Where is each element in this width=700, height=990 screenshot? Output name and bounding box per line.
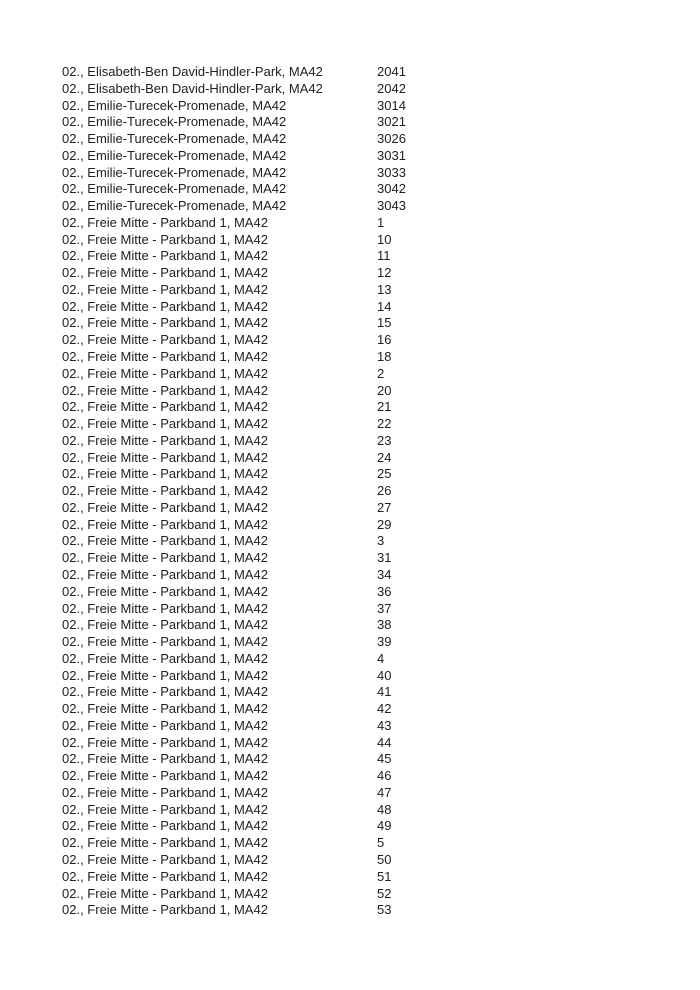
row-label: 02., Freie Mitte - Parkband 1, MA42 bbox=[62, 315, 268, 331]
list-item bbox=[62, 500, 680, 517]
row-value: 23 bbox=[377, 432, 392, 448]
row-value: 53 bbox=[377, 902, 392, 918]
row-value: 38 bbox=[377, 617, 392, 633]
list-item bbox=[62, 450, 680, 467]
list-item bbox=[62, 466, 680, 483]
row-label: 02., Freie Mitte - Parkband 1, MA42 bbox=[62, 684, 268, 700]
row-label: 02., Freie Mitte - Parkband 1, MA42 bbox=[62, 399, 268, 415]
row-label: 02., Elisabeth-Ben David-Hindler-Park, MA42 bbox=[62, 80, 323, 96]
row-label: 02., Freie Mitte - Parkband 1, MA42 bbox=[62, 248, 268, 264]
list-item bbox=[62, 668, 680, 685]
row-value: 41 bbox=[377, 684, 392, 700]
row-label: 02., Freie Mitte - Parkband 1, MA42 bbox=[62, 617, 268, 633]
row-value: 11 bbox=[377, 248, 391, 264]
row-value: 3021 bbox=[377, 114, 406, 130]
row-label: 02., Freie Mitte - Parkband 1, MA42 bbox=[62, 583, 268, 599]
list-item bbox=[62, 802, 680, 819]
list-item bbox=[62, 701, 680, 718]
row-value: 52 bbox=[377, 885, 392, 901]
row-label: 02., Emilie-Turecek-Promenade, MA42 bbox=[62, 114, 287, 130]
list-item bbox=[62, 852, 680, 869]
list-item bbox=[62, 902, 680, 919]
row-value: 3026 bbox=[377, 131, 406, 147]
row-label: 02., Freie Mitte - Parkband 1, MA42 bbox=[62, 466, 268, 482]
row-value: 45 bbox=[377, 751, 392, 767]
row-label: 02., Freie Mitte - Parkband 1, MA42 bbox=[62, 365, 268, 381]
list-item bbox=[62, 886, 680, 903]
list-item bbox=[62, 567, 680, 584]
row-value: 27 bbox=[377, 499, 392, 515]
row-value: 3031 bbox=[377, 147, 406, 163]
list-item bbox=[62, 366, 680, 383]
list-item bbox=[62, 81, 680, 98]
list-item bbox=[62, 835, 680, 852]
list-item bbox=[62, 785, 680, 802]
row-label: 02., Freie Mitte - Parkband 1, MA42 bbox=[62, 734, 268, 750]
list-item bbox=[62, 165, 680, 182]
row-label: 02., Freie Mitte - Parkband 1, MA42 bbox=[62, 835, 268, 851]
row-label: 02., Freie Mitte - Parkband 1, MA42 bbox=[62, 902, 268, 918]
list-item bbox=[62, 584, 680, 601]
row-label: 02., Elisabeth-Ben David-Hindler-Park, MA42 bbox=[62, 64, 323, 79]
row-label: 02., Freie Mitte - Parkband 1, MA42 bbox=[62, 801, 268, 817]
list-item bbox=[62, 517, 680, 534]
row-label: 02., Emilie-Turecek-Promenade, MA42 bbox=[62, 181, 287, 197]
list-item bbox=[62, 735, 680, 752]
list-item bbox=[62, 416, 680, 433]
row-value: 24 bbox=[377, 449, 392, 465]
row-label: 02., Freie Mitte - Parkband 1, MA42 bbox=[62, 516, 268, 532]
list-item bbox=[62, 232, 680, 249]
row-value: 49 bbox=[377, 818, 392, 834]
row-label: 02., Freie Mitte - Parkband 1, MA42 bbox=[62, 483, 268, 499]
list-item bbox=[62, 433, 680, 450]
list-item bbox=[62, 533, 680, 550]
list-item bbox=[62, 315, 680, 332]
row-value: 20 bbox=[377, 382, 392, 398]
list-item bbox=[62, 282, 680, 299]
row-value: 36 bbox=[377, 583, 392, 599]
row-value: 18 bbox=[377, 349, 392, 365]
list-item bbox=[62, 215, 680, 232]
row-label: 02., Freie Mitte - Parkband 1, MA42 bbox=[62, 432, 268, 448]
list-item bbox=[62, 332, 680, 349]
list-item bbox=[62, 198, 680, 215]
list-item bbox=[62, 718, 680, 735]
list-item bbox=[62, 131, 680, 148]
row-label: 02., Freie Mitte - Parkband 1, MA42 bbox=[62, 634, 268, 650]
row-value: 3042 bbox=[377, 181, 406, 197]
list-item bbox=[62, 299, 680, 316]
row-label: 02., Freie Mitte - Parkband 1, MA42 bbox=[62, 566, 268, 582]
park-list bbox=[62, 64, 680, 919]
row-label: 02., Freie Mitte - Parkband 1, MA42 bbox=[62, 851, 268, 867]
list-item bbox=[62, 869, 680, 886]
row-label: 02., Emilie-Turecek-Promenade, MA42 bbox=[62, 97, 287, 113]
list-item bbox=[62, 483, 680, 500]
row-value: 42 bbox=[377, 701, 392, 717]
list-item bbox=[62, 634, 680, 651]
row-value: 37 bbox=[377, 600, 392, 616]
row-value: 16 bbox=[377, 332, 392, 348]
row-label: 02., Freie Mitte - Parkband 1, MA42 bbox=[62, 768, 268, 784]
row-value: 10 bbox=[377, 231, 392, 247]
list-item bbox=[62, 98, 680, 115]
row-value: 3033 bbox=[377, 164, 406, 180]
row-value: 43 bbox=[377, 717, 392, 733]
row-value: 14 bbox=[377, 298, 392, 314]
row-label: 02., Freie Mitte - Parkband 1, MA42 bbox=[62, 717, 268, 733]
row-label: 02., Emilie-Turecek-Promenade, MA42 bbox=[62, 198, 287, 214]
list-item bbox=[62, 651, 680, 668]
row-label: 02., Emilie-Turecek-Promenade, MA42 bbox=[62, 147, 287, 163]
row-label: 02., Freie Mitte - Parkband 1, MA42 bbox=[62, 818, 268, 834]
row-label: 02., Freie Mitte - Parkband 1, MA42 bbox=[62, 298, 268, 314]
row-value: 26 bbox=[377, 483, 392, 499]
row-value: 12 bbox=[377, 265, 392, 281]
row-value: 3014 bbox=[377, 97, 406, 113]
list-item bbox=[62, 181, 680, 198]
row-value: 3 bbox=[377, 533, 385, 549]
list-item bbox=[62, 550, 680, 567]
row-value: 46 bbox=[377, 768, 392, 784]
list-item bbox=[62, 399, 680, 416]
row-label: 02., Freie Mitte - Parkband 1, MA42 bbox=[62, 265, 268, 281]
row-label: 02., Freie Mitte - Parkband 1, MA42 bbox=[62, 650, 268, 666]
row-label: 02., Freie Mitte - Parkband 1, MA42 bbox=[62, 499, 268, 515]
row-label: 02., Freie Mitte - Parkband 1, MA42 bbox=[62, 416, 268, 432]
row-label: 02., Freie Mitte - Parkband 1, MA42 bbox=[62, 382, 268, 398]
row-value: 2042 bbox=[377, 80, 406, 96]
row-value: 4 bbox=[377, 650, 385, 666]
row-label: 02., Freie Mitte - Parkband 1, MA42 bbox=[62, 281, 268, 297]
row-value: 44 bbox=[377, 734, 392, 750]
row-label: 02., Freie Mitte - Parkband 1, MA42 bbox=[62, 214, 268, 230]
row-value: 3043 bbox=[377, 198, 406, 214]
row-label: 02., Freie Mitte - Parkband 1, MA42 bbox=[62, 701, 268, 717]
row-label: 02., Freie Mitte - Parkband 1, MA42 bbox=[62, 868, 268, 884]
row-label: 02., Freie Mitte - Parkband 1, MA42 bbox=[62, 231, 268, 247]
row-label: 02., Freie Mitte - Parkband 1, MA42 bbox=[62, 667, 268, 683]
row-label: 02., Freie Mitte - Parkband 1, MA42 bbox=[62, 332, 268, 348]
list-item bbox=[62, 601, 680, 618]
row-label: 02., Freie Mitte - Parkband 1, MA42 bbox=[62, 600, 268, 616]
row-label: 02., Emilie-Turecek-Promenade, MA42 bbox=[62, 131, 287, 147]
row-value: 1 bbox=[377, 214, 385, 230]
row-value: 29 bbox=[377, 516, 392, 532]
row-value: 21 bbox=[377, 399, 392, 415]
list-item bbox=[62, 617, 680, 634]
list-item bbox=[62, 383, 680, 400]
list-item bbox=[62, 768, 680, 785]
list-item bbox=[62, 818, 680, 835]
row-value: 13 bbox=[377, 281, 392, 297]
row-label: 02., Freie Mitte - Parkband 1, MA42 bbox=[62, 449, 268, 465]
list-item bbox=[62, 248, 680, 265]
list-item bbox=[62, 114, 680, 131]
list-item bbox=[62, 349, 680, 366]
row-value: 22 bbox=[377, 416, 392, 432]
row-label: 02., Freie Mitte - Parkband 1, MA42 bbox=[62, 784, 268, 800]
row-value: 50 bbox=[377, 851, 392, 867]
row-label: 02., Freie Mitte - Parkband 1, MA42 bbox=[62, 533, 268, 549]
row-value: 39 bbox=[377, 634, 392, 650]
row-value: 2041 bbox=[377, 64, 406, 79]
list-item bbox=[62, 265, 680, 282]
list-item bbox=[62, 64, 680, 81]
list-item bbox=[62, 148, 680, 165]
row-value: 15 bbox=[377, 315, 392, 331]
row-value: 25 bbox=[377, 466, 392, 482]
row-value: 51 bbox=[377, 868, 392, 884]
row-value: 5 bbox=[377, 835, 385, 851]
row-value: 40 bbox=[377, 667, 392, 683]
row-value: 47 bbox=[377, 784, 392, 800]
row-label: 02., Freie Mitte - Parkband 1, MA42 bbox=[62, 751, 268, 767]
row-value: 31 bbox=[377, 550, 392, 566]
row-label: 02., Freie Mitte - Parkband 1, MA42 bbox=[62, 885, 268, 901]
row-label: 02., Emilie-Turecek-Promenade, MA42 bbox=[62, 164, 287, 180]
row-label: 02., Freie Mitte - Parkband 1, MA42 bbox=[62, 349, 268, 365]
row-value: 48 bbox=[377, 801, 392, 817]
row-label: 02., Freie Mitte - Parkband 1, MA42 bbox=[62, 550, 268, 566]
row-value: 2 bbox=[377, 365, 385, 381]
list-item bbox=[62, 751, 680, 768]
list-item bbox=[62, 684, 680, 701]
row-value: 34 bbox=[377, 566, 392, 582]
